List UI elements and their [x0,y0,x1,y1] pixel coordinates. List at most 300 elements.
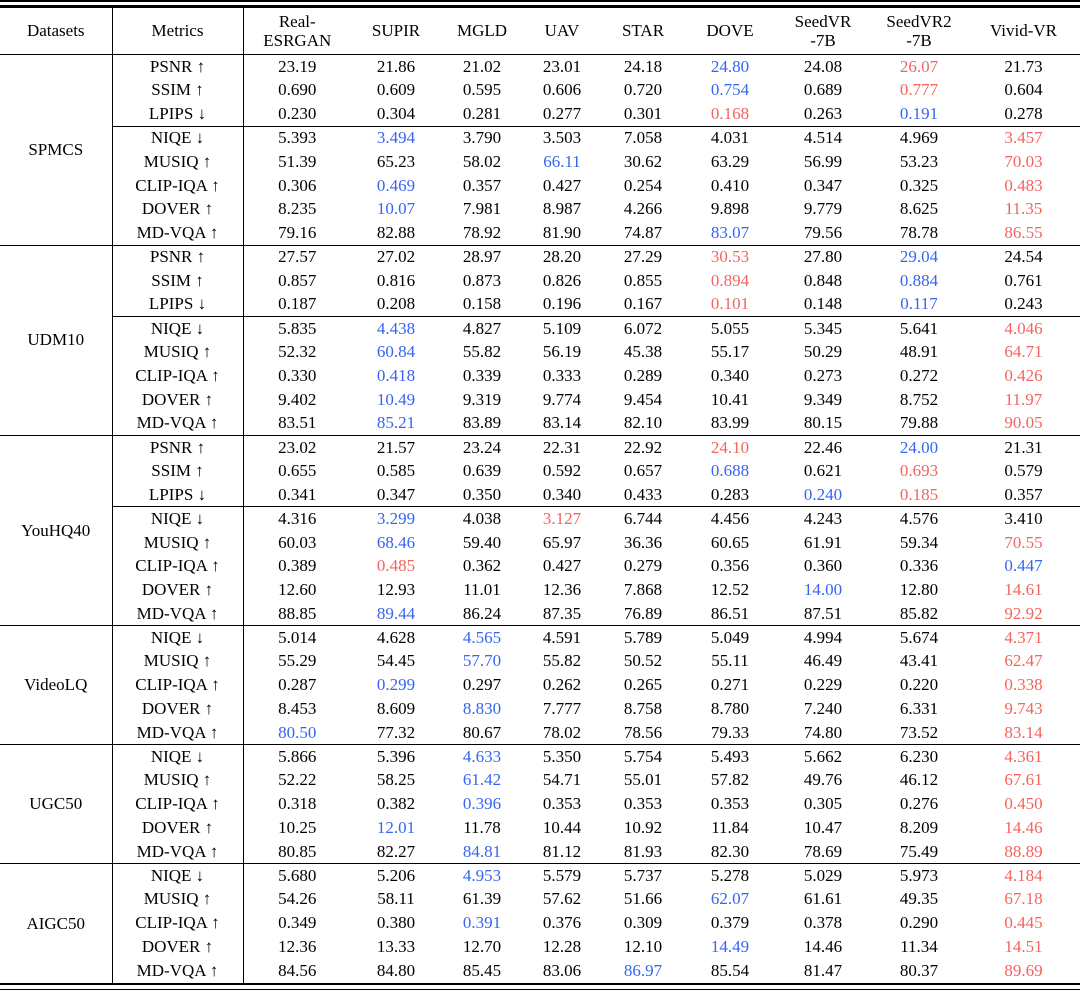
column-header-method [871,8,967,55]
table-row [0,364,1080,388]
metric-value: 84.80 [376,960,416,980]
table-row [0,935,1080,959]
header-row [0,8,1080,55]
metric-value: 80.15 [803,413,843,433]
metric-value: 64.71 [1004,342,1043,362]
metric-value: 8.752 [899,389,939,409]
metric-value: 22.31 [523,435,601,459]
metric-value: 5.278 [685,864,775,888]
method-name-line: -7B [906,30,932,50]
metric-value: 70.03 [1004,151,1043,171]
metric-value: 59.34 [899,532,939,552]
metric-label: MD-VQA ↑ [112,840,243,864]
method-name-line: ESRGAN [263,30,332,50]
metric-value: 87.35 [542,603,582,623]
metric-value: 75.49 [899,841,939,861]
metric-value: 0.690 [278,80,317,100]
metric-value: 4.266 [623,199,663,219]
metric-value: 83.14 [542,413,582,433]
metric-label: LPIPS ↓ [112,102,243,126]
table-row [0,578,1080,602]
metric-value: 7.240 [803,699,843,719]
metric-value: 65.97 [542,532,582,552]
table-row [0,673,1080,697]
metric-value: 57.70 [462,651,502,671]
metric-value: 0.305 [803,794,843,814]
column-header-method [523,8,601,55]
metric-value: 9.779 [803,199,843,219]
metric-value: 3.299 [351,507,441,531]
metric-value: 21.86 [376,56,416,76]
metric-value: 4.827 [441,316,523,340]
metric-value: 62.07 [710,889,750,909]
metric-value: 68.46 [376,532,416,552]
metric-value: 0.378 [803,913,843,933]
metric-value: 14.61 [1004,580,1043,600]
metric-value: 23.01 [542,56,582,76]
metric-value: 59.40 [462,532,502,552]
metric-value: 5.345 [775,316,871,340]
method-name-line: -7B [810,30,836,50]
metric-value: 0.208 [376,294,416,314]
metric-value: 7.868 [623,580,663,600]
metric-label: MD-VQA ↑ [112,721,243,745]
metric-value: 43.41 [899,651,939,671]
metric-value: 8.830 [462,699,502,719]
metric-value: 5.396 [351,745,441,769]
dataset-label: AIGC50 [0,864,112,983]
metric-value: 12.52 [710,580,750,600]
metric-value: 4.953 [441,864,523,888]
metric-value: 67.18 [1004,889,1043,909]
metric-value: 0.418 [376,365,416,385]
metric-value: 0.621 [803,461,843,481]
metric-value: 24.10 [685,435,775,459]
metric-value: 9.319 [462,389,502,409]
metric-value: 0.220 [899,675,939,695]
metric-value: 0.262 [542,675,582,695]
metric-value: 0.356 [710,556,750,576]
metric-value: 4.438 [351,316,441,340]
metric-value: 46.12 [899,770,939,790]
metric-value: 9.774 [542,389,582,409]
table-row [0,840,1080,864]
metric-value: 28.20 [523,245,601,269]
metric-value: 85.54 [710,960,750,980]
table-row [0,340,1080,364]
metric-value: 14.49 [710,937,750,957]
metric-value: 5.680 [243,864,351,888]
metric-value: 4.591 [523,626,601,650]
metric-value: 0.410 [710,175,750,195]
metric-value: 0.243 [1004,294,1043,314]
metric-value: 51.39 [278,151,317,171]
metric-value: 0.427 [542,175,582,195]
metric-value: 0.380 [376,913,416,933]
metric-value: 24.54 [967,245,1080,269]
metric-value: 0.340 [710,365,750,385]
metric-value: 23.19 [278,56,317,76]
metric-value: 66.11 [543,151,581,171]
metric-label: MD-VQA ↑ [112,412,243,436]
metric-value: 9.898 [710,199,750,219]
metric-label: MD-VQA ↑ [112,221,243,245]
metric-label: MUSIQ ↑ [112,150,243,174]
table-row [0,78,1080,102]
metric-value: 11.97 [1004,389,1043,409]
metric-value: 22.46 [775,435,871,459]
metric-value: 60.65 [710,532,750,552]
method-name-line: SeedVR2 [886,11,952,31]
metric-value: 29.04 [871,245,967,269]
metric-value: 5.789 [601,626,685,650]
metric-value: 0.196 [542,294,582,314]
metric-label: LPIPS ↓ [112,293,243,317]
metric-value: 10.44 [542,818,582,838]
dataset-label: SPMCS [0,55,112,245]
metric-label: NIQE ↓ [112,864,243,888]
metric-value: 58.02 [462,151,502,171]
metric-label: CLIP-IQA ↑ [112,554,243,578]
metric-value: 30.62 [623,151,663,171]
dataset-label: YouHQ40 [0,435,112,625]
metric-value: 83.06 [542,960,582,980]
table-row [0,221,1080,245]
metric-value: 74.80 [803,722,843,742]
metric-value: 28.97 [441,245,523,269]
metric-value: 0.688 [710,461,750,481]
metric-value: 0.884 [899,270,939,290]
metric-value: 84.81 [462,841,502,861]
metric-value: 4.456 [685,507,775,531]
metric-value: 0.277 [542,103,582,123]
metric-value: 6.331 [899,699,939,719]
metric-value: 0.693 [899,461,939,481]
metric-value: 0.117 [900,294,938,314]
metric-value: 61.91 [803,532,843,552]
column-header-method [967,8,1080,55]
metric-value: 10.49 [376,389,416,409]
metric-value: 0.604 [1004,80,1043,100]
metric-value: 81.47 [803,960,843,980]
metric-value: 5.049 [685,626,775,650]
metric-value: 48.91 [899,342,939,362]
column-header-method [243,8,351,55]
metric-value: 5.350 [523,745,601,769]
metric-value: 46.49 [803,651,843,671]
metric-value: 55.82 [542,651,582,671]
metric-label: MUSIQ ↑ [112,340,243,364]
metric-label: MD-VQA ↑ [112,602,243,626]
metric-label: NIQE ↓ [112,626,243,650]
metric-value: 55.11 [711,651,749,671]
results-table [0,8,1080,983]
metric-value: 4.565 [441,626,523,650]
metric-value: 0.318 [278,794,317,814]
metric-value: 8.987 [542,199,582,219]
table-row [0,316,1080,340]
metric-value: 3.127 [523,507,601,531]
metric-value: 82.27 [376,841,416,861]
dataset-label: UGC50 [0,745,112,864]
metric-value: 0.297 [462,675,502,695]
metric-value: 3.790 [441,126,523,150]
metric-value: 0.857 [278,270,317,290]
metric-value: 8.209 [899,818,939,838]
metric-value: 0.379 [710,913,750,933]
metric-value: 0.816 [376,270,416,290]
metric-value: 4.031 [685,126,775,150]
metric-value: 83.51 [278,413,317,433]
metric-value: 0.279 [623,556,663,576]
metric-value: 0.777 [899,80,939,100]
metric-value: 55.01 [623,770,663,790]
metric-label: NIQE ↓ [112,126,243,150]
metric-value: 83.14 [1004,722,1043,742]
metric-value: 0.396 [462,794,502,814]
metric-label: NIQE ↓ [112,316,243,340]
metric-value: 0.353 [542,794,582,814]
metric-label: MUSIQ ↑ [112,531,243,555]
metric-value: 0.360 [803,556,843,576]
metric-value: 0.450 [1004,794,1043,814]
metric-value: 27.80 [775,245,871,269]
metric-value: 0.595 [462,80,502,100]
table-row [0,816,1080,840]
metric-value: 83.89 [462,413,502,433]
metric-value: 78.78 [899,222,939,242]
metric-value: 0.263 [803,103,843,123]
metric-value: 58.11 [377,889,415,909]
metric-value: 0.469 [376,175,416,195]
metric-label: DOVER ↑ [112,197,243,221]
metric-value: 0.273 [803,365,843,385]
metric-label: PSNR ↑ [112,245,243,269]
metric-value: 30.53 [685,245,775,269]
metric-value: 0.579 [1004,461,1043,481]
metric-value: 0.657 [623,461,663,481]
metric-value: 0.325 [899,175,939,195]
metric-value: 0.168 [710,103,750,123]
metric-value: 81.93 [623,841,663,861]
metric-value: 11.34 [900,937,938,957]
metric-value: 0.855 [623,270,663,290]
metric-value: 12.93 [376,580,416,600]
metric-value: 6.230 [871,745,967,769]
metric-value: 0.341 [278,484,317,504]
metric-value: 80.37 [899,960,939,980]
metric-value: 0.357 [462,175,502,195]
table-row [0,459,1080,483]
metric-value: 24.18 [623,56,663,76]
metric-value: 89.44 [376,603,416,623]
metric-value: 81.90 [542,222,582,242]
metric-value: 11.35 [1004,199,1043,219]
metric-value: 0.304 [376,103,416,123]
metric-value: 5.109 [523,316,601,340]
method-name-line: DOVE [706,21,754,41]
metric-value: 0.349 [278,913,317,933]
metric-value: 21.73 [1004,56,1043,76]
metric-value: 0.485 [376,556,416,576]
metric-value: 12.60 [278,580,317,600]
table-row [0,888,1080,912]
metric-value: 76.89 [623,603,663,623]
metric-value: 60.03 [278,532,317,552]
metric-value: 12.28 [542,937,582,957]
table-row [0,911,1080,935]
metric-value: 0.101 [710,294,750,314]
metric-value: 0.655 [278,461,317,481]
table-row [0,55,1080,79]
metric-value: 0.158 [462,294,502,314]
metric-value: 0.350 [462,484,502,504]
metric-value: 0.185 [899,484,939,504]
metric-value: 62.47 [1004,651,1043,671]
metric-value: 3.503 [523,126,601,150]
column-header-method [351,8,441,55]
metric-value: 0.254 [623,175,663,195]
metric-value: 0.754 [710,80,750,100]
metric-label: CLIP-IQA ↑ [112,673,243,697]
metric-value: 5.973 [871,864,967,888]
column-header-datasets: Datasets [0,8,112,55]
metric-value: 55.82 [462,342,502,362]
metric-value: 0.585 [376,461,416,481]
metric-value: 83.99 [710,413,750,433]
metric-value: 0.609 [376,80,416,100]
table-row [0,412,1080,436]
metric-value: 4.316 [243,507,351,531]
metric-label: SSIM ↑ [112,78,243,102]
metric-value: 0.333 [542,365,582,385]
metric-value: 55.17 [710,342,750,362]
metric-value: 13.33 [376,937,416,957]
metric-value: 14.00 [803,580,843,600]
metric-value: 3.410 [967,507,1080,531]
metric-value: 5.579 [523,864,601,888]
metric-label: NIQE ↓ [112,507,243,531]
metric-value: 82.88 [376,222,416,242]
method-name-line: Vivid-VR [990,21,1057,41]
metric-label: PSNR ↑ [112,435,243,459]
metric-value: 7.058 [601,126,685,150]
metric-value: 0.353 [623,794,663,814]
metric-value: 12.10 [623,937,663,957]
metric-value: 70.55 [1004,532,1043,552]
metric-value: 63.29 [710,151,750,171]
metric-value: 8.235 [278,199,317,219]
metric-label: DOVER ↑ [112,578,243,602]
method-name-line: STAR [621,21,665,41]
metric-value: 9.402 [278,389,317,409]
table-row [0,697,1080,721]
metric-value: 54.45 [376,651,416,671]
metric-value: 0.339 [462,365,502,385]
metric-value: 9.454 [623,389,663,409]
metric-value: 86.51 [710,603,750,623]
results-table-body [0,55,1080,983]
metric-value: 50.29 [803,342,843,362]
metric-value: 0.391 [462,913,502,933]
metric-value: 80.67 [462,722,502,742]
table-row [0,245,1080,269]
metric-value: 0.148 [803,294,843,314]
metric-value: 0.592 [542,461,582,481]
metric-value: 65.23 [376,151,416,171]
metric-value: 0.306 [278,175,317,195]
metric-value: 5.754 [601,745,685,769]
metric-value: 0.362 [462,556,502,576]
metric-label: DOVER ↑ [112,816,243,840]
metric-value: 7.981 [462,199,502,219]
metric-value: 55.29 [278,651,317,671]
metric-value: 4.628 [351,626,441,650]
metric-value: 83.07 [710,222,750,242]
table-row [0,626,1080,650]
metric-value: 88.85 [278,603,317,623]
metric-value: 0.301 [623,103,663,123]
table-row [0,745,1080,769]
metric-value: 0.873 [462,270,502,290]
table-row [0,102,1080,126]
metric-value: 78.92 [462,222,502,242]
metric-value: 85.45 [462,960,502,980]
metric-value: 0.389 [278,556,317,576]
metric-value: 11.78 [463,818,501,838]
metric-value: 61.42 [462,770,502,790]
metric-value: 0.433 [623,484,663,504]
metric-value: 10.41 [710,389,750,409]
metric-value: 4.576 [871,507,967,531]
metric-value: 0.287 [278,675,317,695]
metric-value: 8.453 [278,699,317,719]
metric-value: 0.894 [710,270,750,290]
metric-value: 45.38 [623,342,663,362]
metric-value: 78.56 [623,722,663,742]
metric-value: 5.493 [685,745,775,769]
metric-value: 0.445 [1004,913,1043,933]
metric-value: 3.457 [967,126,1080,150]
metric-label: MUSIQ ↑ [112,650,243,674]
metric-value: 73.52 [899,722,939,742]
metric-value: 0.187 [278,294,317,314]
metric-value: 0.382 [376,794,416,814]
dataset-label: UDM10 [0,245,112,435]
table-row [0,293,1080,317]
metric-value: 50.52 [623,651,663,671]
metric-value: 0.639 [462,461,502,481]
metric-value: 0.426 [1004,365,1043,385]
metric-value: 6.744 [601,507,685,531]
metric-value: 23.24 [441,435,523,459]
metric-value: 22.92 [601,435,685,459]
metric-value: 26.07 [899,56,939,76]
metric-value: 21.02 [462,56,502,76]
metric-label: LPIPS ↓ [112,483,243,507]
metric-value: 53.23 [899,151,939,171]
metric-value: 0.689 [803,80,843,100]
metric-value: 5.866 [243,745,351,769]
metric-value: 79.88 [899,413,939,433]
table-row [0,864,1080,888]
method-name-line: SeedVR [794,11,852,31]
metric-value: 5.055 [685,316,775,340]
metric-label: SSIM ↑ [112,269,243,293]
metric-value: 7.777 [542,699,582,719]
metric-value: 0.278 [1004,103,1043,123]
metric-value: 0.330 [278,365,317,385]
